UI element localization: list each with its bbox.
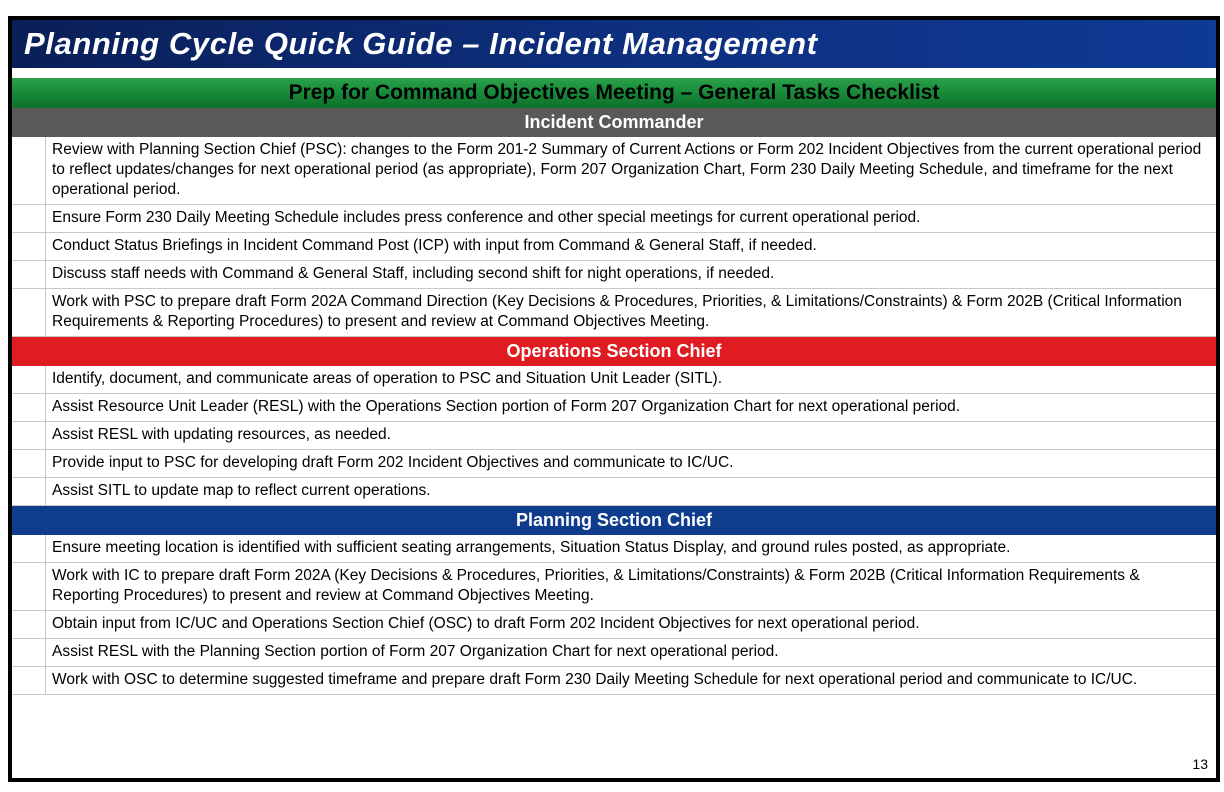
checklist-row [12,667,1216,695]
task-text: Assist RESL with the Planning Section portion of Form 207 Organization Chart for next operational period. [52,643,779,660]
checklist-table [12,108,1216,695]
task-text: Work with IC to prepare draft Form 202A (Key Decisions & Procedures, Priorities, & Limitations/Constraints) & Form 202B (Critical Information Requirements & Reporting Procedures) to present and review at Command Objectives Meeting. [52,567,1140,604]
section-header: Incident Commander [12,108,1216,137]
checkbox-cell[interactable] [12,611,46,638]
task-text: Ensure Form 230 Daily Meeting Schedule includes press conference and other special meetings for current operational period. [52,209,921,226]
task-text: Discuss staff needs with Command & General Staff, including second shift for night operations, if needed. [52,265,775,282]
checklist-row [12,535,1216,563]
checklist-row [12,261,1216,289]
checklist-row [12,478,1216,506]
page-number: 13 [1192,756,1208,772]
task-text: Work with PSC to prepare draft Form 202A Command Direction (Key Decisions & Procedures, Priorities, & Limitations/Constraints) & Form 202B (Critical Information Requirements & Reporting Procedures) to present and review at Command Objectives Meeting. [52,293,1182,330]
checkbox-cell[interactable] [12,639,46,666]
checkbox-cell[interactable] [12,563,46,610]
task-text: Assist Resource Unit Leader (RESL) with the Operations Section portion of Form 207 Organization Chart for next operational period. [52,398,961,415]
checklist-row [12,422,1216,450]
task-text: Conduct Status Briefings in Incident Command Post (ICP) with input from Command & General Staff, if needed. [52,237,817,254]
task-text: Ensure meeting location is identified with sufficient seating arrangements, Situation Status Display, and ground rules posted, as appropriate. [52,539,1011,556]
checkbox-cell[interactable] [12,478,46,505]
checkbox-cell[interactable] [12,261,46,288]
checklist-row [12,450,1216,478]
checkbox-cell[interactable] [12,394,46,421]
slide-frame [8,16,1220,782]
checklist-row [12,366,1216,394]
checklist-row [12,205,1216,233]
checklist-row [12,639,1216,667]
section-header: Planning Section Chief [12,506,1216,535]
task-text: Assist RESL with updating resources, as needed. [52,426,391,443]
checklist-subtitle: Prep for Command Objectives Meeting – General Tasks Checklist [12,78,1216,108]
task-text: Review with Planning Section Chief (PSC): changes to the Form 201-2 Summary of Current Actions or Form 202 Incident Objectives from the current operational period to reflect updates/changes for next operational period (as appropriate), Form 207 Organization Chart, Form 230 Daily Meeting Schedule, and timeframe for the next operational period. [52,141,1202,198]
checklist-row [12,611,1216,639]
task-text: Obtain input from IC/UC and Operations Section Chief (OSC) to draft Form 202 Incident Objectives for next operational period. [52,615,920,632]
checkbox-cell[interactable] [12,450,46,477]
checkbox-cell[interactable] [12,422,46,449]
checklist-row [12,289,1216,337]
checklist-row [12,137,1216,205]
task-text: Identify, document, and communicate areas of operation to PSC and Situation Unit Leader (SITL). [52,370,723,387]
checkbox-cell[interactable] [12,137,46,204]
task-text: Work with OSC to determine suggested timeframe and prepare draft Form 230 Daily Meeting Schedule for next operational period and communicate to IC/UC. [52,671,1138,688]
checkbox-cell[interactable] [12,233,46,260]
checklist-row [12,563,1216,611]
section-header: Operations Section Chief [12,337,1216,366]
task-text: Assist SITL to update map to reflect current operations. [52,482,431,499]
checkbox-cell[interactable] [12,667,46,694]
checkbox-cell[interactable] [12,289,46,336]
checkbox-cell[interactable] [12,205,46,232]
checklist-row [12,394,1216,422]
checkbox-cell[interactable] [12,535,46,562]
page-title: Planning Cycle Quick Guide – Incident Management [12,20,1216,68]
checkbox-cell[interactable] [12,366,46,393]
checklist-row [12,233,1216,261]
task-text: Provide input to PSC for developing draft Form 202 Incident Objectives and communicate to IC/UC. [52,454,734,471]
